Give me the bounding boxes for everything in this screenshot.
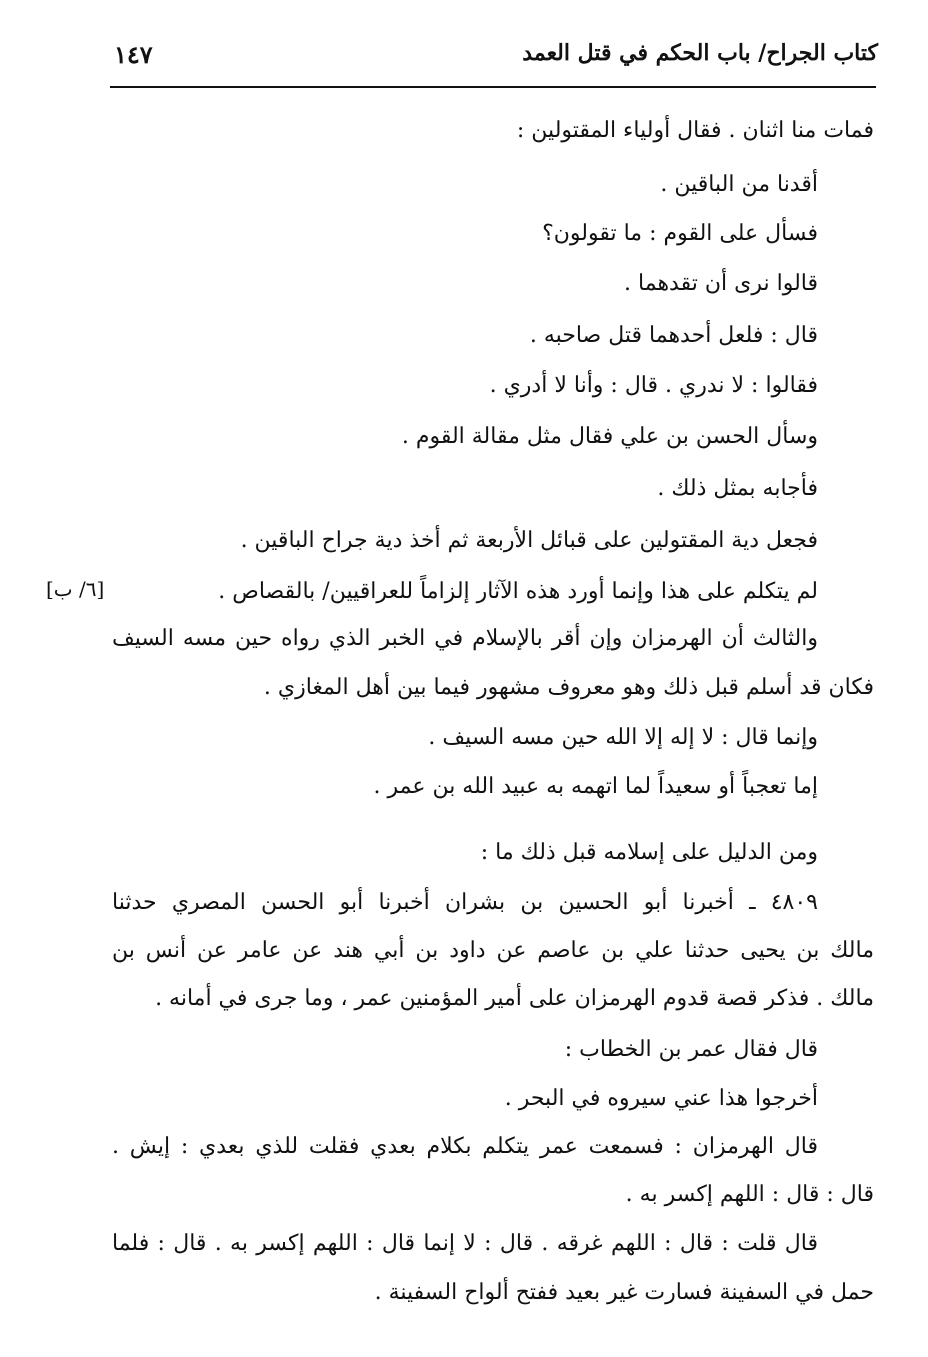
text-line: فأجابه بمثل ذلك . xyxy=(657,476,818,501)
text-line: لم يتكلم على هذا وإنما أورد هذه الآثار إلزاماً للعراقيين/ بالقصاص . xyxy=(218,579,818,604)
text-line: ومن الدليل على إسلامه قبل ذلك ما : xyxy=(480,840,818,865)
text-line: قال : فلعل أحدهما قتل صاحبه . xyxy=(529,323,818,348)
text-line: فسأل على القوم : ما تقولون؟ xyxy=(542,221,818,246)
text-line: أخرجوا هذا عني سيروه في البحر . xyxy=(504,1086,818,1111)
text-line: إما تعجباً أو سعيداً لما اتهمه به عبيد الله بن عمر . xyxy=(373,774,818,799)
text-line: قالوا نرى أن تقدهما . xyxy=(624,271,818,296)
folio-reference: [٦/ ب] xyxy=(46,577,105,601)
running-title: كتاب الجراح/ باب الحكم في قتل العمد xyxy=(522,40,878,66)
text-line: حمل في السفينة فسارت غير بعيد ففتح ألواح السفينة . xyxy=(374,1280,874,1305)
text-line: مالك بن يحيى حدثنا علي بن عاصم عن داود بن أبي هند عن عامر عن أنس بن xyxy=(112,938,874,963)
text-line: قال قلت : قال : اللهم غرقه . قال : لا إنما قال : اللهم إكسر به . قال : فلما xyxy=(112,1231,818,1256)
text-line: أقدنا من الباقين . xyxy=(660,172,818,197)
page-header xyxy=(110,40,878,80)
text-line: وإنما قال : لا إله إلا الله حين مسه السيف . xyxy=(428,725,818,750)
text-line: وسأل الحسن بن علي فقال مثل مقالة القوم . xyxy=(401,424,818,449)
text-line: قال الهرمزان : فسمعت عمر يتكلم بكلام بعدي فقلت للذي بعدي : إيش . xyxy=(112,1134,818,1159)
text-line: فمات منا اثنان . فقال أولياء المقتولين : xyxy=(516,118,874,143)
header-divider xyxy=(110,86,876,88)
text-line: والثالث أن الهرمزان وإن أقر بالإسلام في الخبر الذي رواه حين مسه السيف xyxy=(112,626,818,651)
text-line: قال : قال : اللهم إكسر به . xyxy=(625,1182,874,1207)
text-line: فقالوا : لا ندري . قال : وأنا لا أدري . xyxy=(489,373,818,398)
page-number: ١٤٧ xyxy=(114,40,153,69)
text-line: ٤٨٠٩ ـ أخبرنا أبو الحسين بن بشران أخبرنا أبو الحسن المصري حدثنا xyxy=(112,890,818,915)
text-line: قال فقال عمر بن الخطاب : xyxy=(564,1037,818,1062)
text-line: مالك . فذكر قصة قدوم الهرمزان على أمير المؤمنين عمر ، وما جرى في أمانه . xyxy=(155,986,874,1011)
text-line: فجعل دية المقتولين على قبائل الأربعة ثم أخذ دية جراح الباقين . xyxy=(240,528,818,553)
text-line: فكان قد أسلم قبل ذلك وهو معروف مشهور فيما بين أهل المغازي . xyxy=(263,675,874,700)
